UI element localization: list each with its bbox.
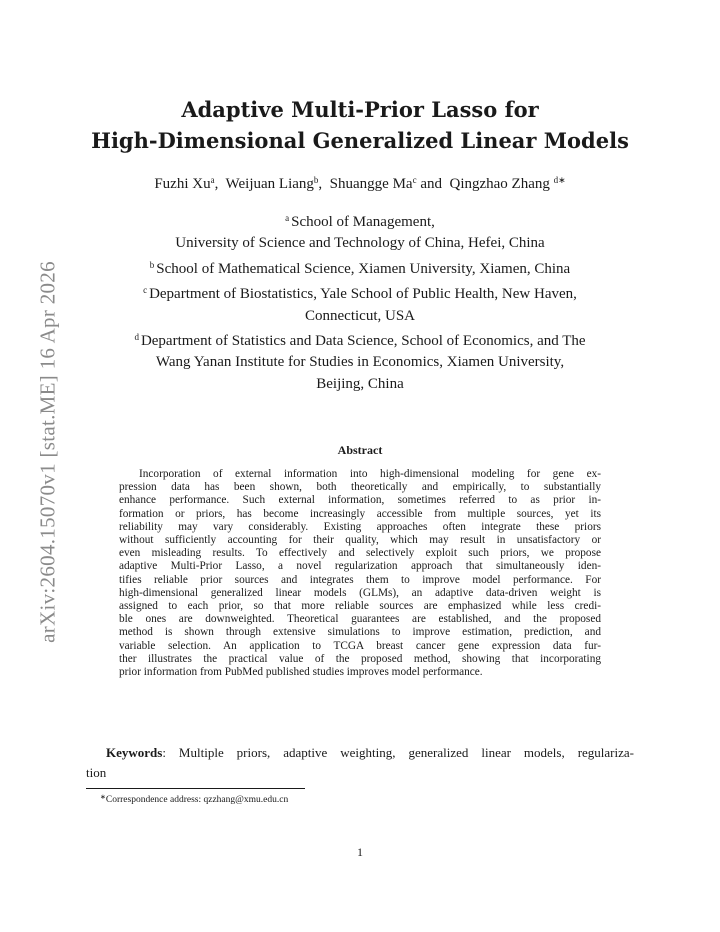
keywords-label: Keywords (106, 745, 163, 760)
abstract-heading: Abstract (337, 443, 383, 457)
abstract-line: enhance performance. Such external information, sometimes referred to as prior in- (119, 494, 601, 507)
abstract-line: Incorporation of external information into high-dimensional modeling for gene ex- (139, 468, 601, 480)
title-line: Adaptive Multi-Prior Lasso for (181, 97, 539, 122)
affiliation-line (0, 352, 720, 373)
abstract-line: ther illustrates the practical value of the proposed method, showing that incorporating (119, 652, 601, 665)
author-affiliation-mark: d∗ (553, 175, 566, 185)
author-separator: , (318, 176, 330, 192)
abstract-line: without sufficiently accounting for their quality, which may result in unsatisfactory or (119, 534, 601, 547)
affiliation-line (0, 280, 720, 305)
affiliation-line (0, 208, 720, 233)
affiliation-text: University of Science and Technology of China, Hefei, China (175, 235, 545, 252)
abstract-line: tifies reliable prior sources and integrates them to improve model performance. For (119, 573, 601, 586)
affiliation-text: School of Management, (291, 214, 435, 230)
author-separator: , (214, 176, 226, 192)
author-affiliation-mark: b (313, 175, 319, 185)
author-name: Weijuan Liang (225, 176, 314, 192)
affiliation-text: Beijing, China (316, 375, 404, 392)
abstract-line: even misleading results. To effectively and selectively exploit such priors, we propose (119, 547, 601, 560)
footnote-rule (86, 788, 305, 789)
affiliation-mark: a (285, 213, 290, 223)
paper-title (0, 94, 720, 156)
page-number: 1 (357, 845, 363, 859)
author-name: Qingzhao Zhang (449, 176, 554, 192)
abstract-line: assigned to each prior, so that more reliable sources are emphasized while less credi- (119, 600, 601, 613)
affiliation-text: School of Mathematical Science, Xiamen University, Xiamen, China (156, 260, 571, 277)
abstract-line: pression data has been shown, both theoretically and empirically, to substantially (119, 481, 601, 494)
affiliation-text: Department of Biostatistics, Yale School of Public Health, New Haven, (149, 286, 577, 303)
footnote (100, 793, 288, 805)
keywords-line (86, 743, 634, 763)
abstract-body (119, 468, 601, 679)
abstract-line: reliability may vary considerably. Existing approaches often integrate these priors (119, 520, 601, 533)
abstract-line: ble ones are downweighted. Theoretical guarantees are established, and the proposed (119, 613, 601, 626)
affiliation-text: Department of Statistics and Data Science, School of Economics, and The (140, 333, 586, 350)
arxiv-stamp: arXiv:2604.15070v1 [stat.ME] 16 Apr 2026 (35, 261, 60, 643)
keywords-text: : Multiple priors, adaptive weighting, generalized linear models, regulariza- (162, 745, 634, 760)
affiliation-text: Connecticut, USA (305, 307, 415, 324)
affiliation-mark: d (134, 332, 139, 343)
author-affiliation-mark: c (412, 175, 417, 185)
abstract-line: prior information from PubMed published studies improves model performance. (119, 666, 483, 679)
affiliation-line (0, 306, 720, 327)
author-name: Shuangge Ma (329, 176, 413, 192)
abstract-line: high-dimensional generalized linear models (GLMs), an adaptive data-driven weight is (119, 586, 601, 599)
affiliation-line (0, 255, 720, 280)
footnote-mark: ∗ (100, 793, 106, 801)
author-list (0, 175, 720, 193)
affiliation-mark: b (149, 259, 155, 270)
footnote-text: Correspondence address: qzzhang@xmu.edu.cn (105, 795, 289, 805)
abstract-line: method is shown through extensive simulations to improve estimation, prediction, and (119, 626, 601, 639)
affiliation-text: Wang Yanan Institute for Studies in Economics, Xiamen University, (155, 354, 565, 371)
keywords (86, 743, 634, 783)
affiliation-line (0, 374, 720, 395)
keywords-line: tion (86, 765, 107, 780)
author-affiliation-mark: a (210, 175, 215, 185)
title-line: High-Dimensional Generalized Linear Models (91, 128, 629, 153)
author-name: Fuzhi Xu (154, 176, 211, 192)
abstract-line: adaptive Multi-Prior Lasso, a novel regularization approach that simultaneously iden- (119, 560, 601, 573)
author-separator: and (416, 176, 450, 192)
affiliation-line (0, 233, 720, 254)
affiliation-mark: c (143, 285, 148, 296)
affiliations (0, 208, 720, 395)
affiliation-line (0, 327, 720, 352)
abstract-line: formation or priors, has become increasingly accessible from multiple sources, yet its (119, 507, 601, 520)
abstract-line: variable selection. An application to TCGA breast cancer gene expression data fur- (119, 639, 601, 652)
